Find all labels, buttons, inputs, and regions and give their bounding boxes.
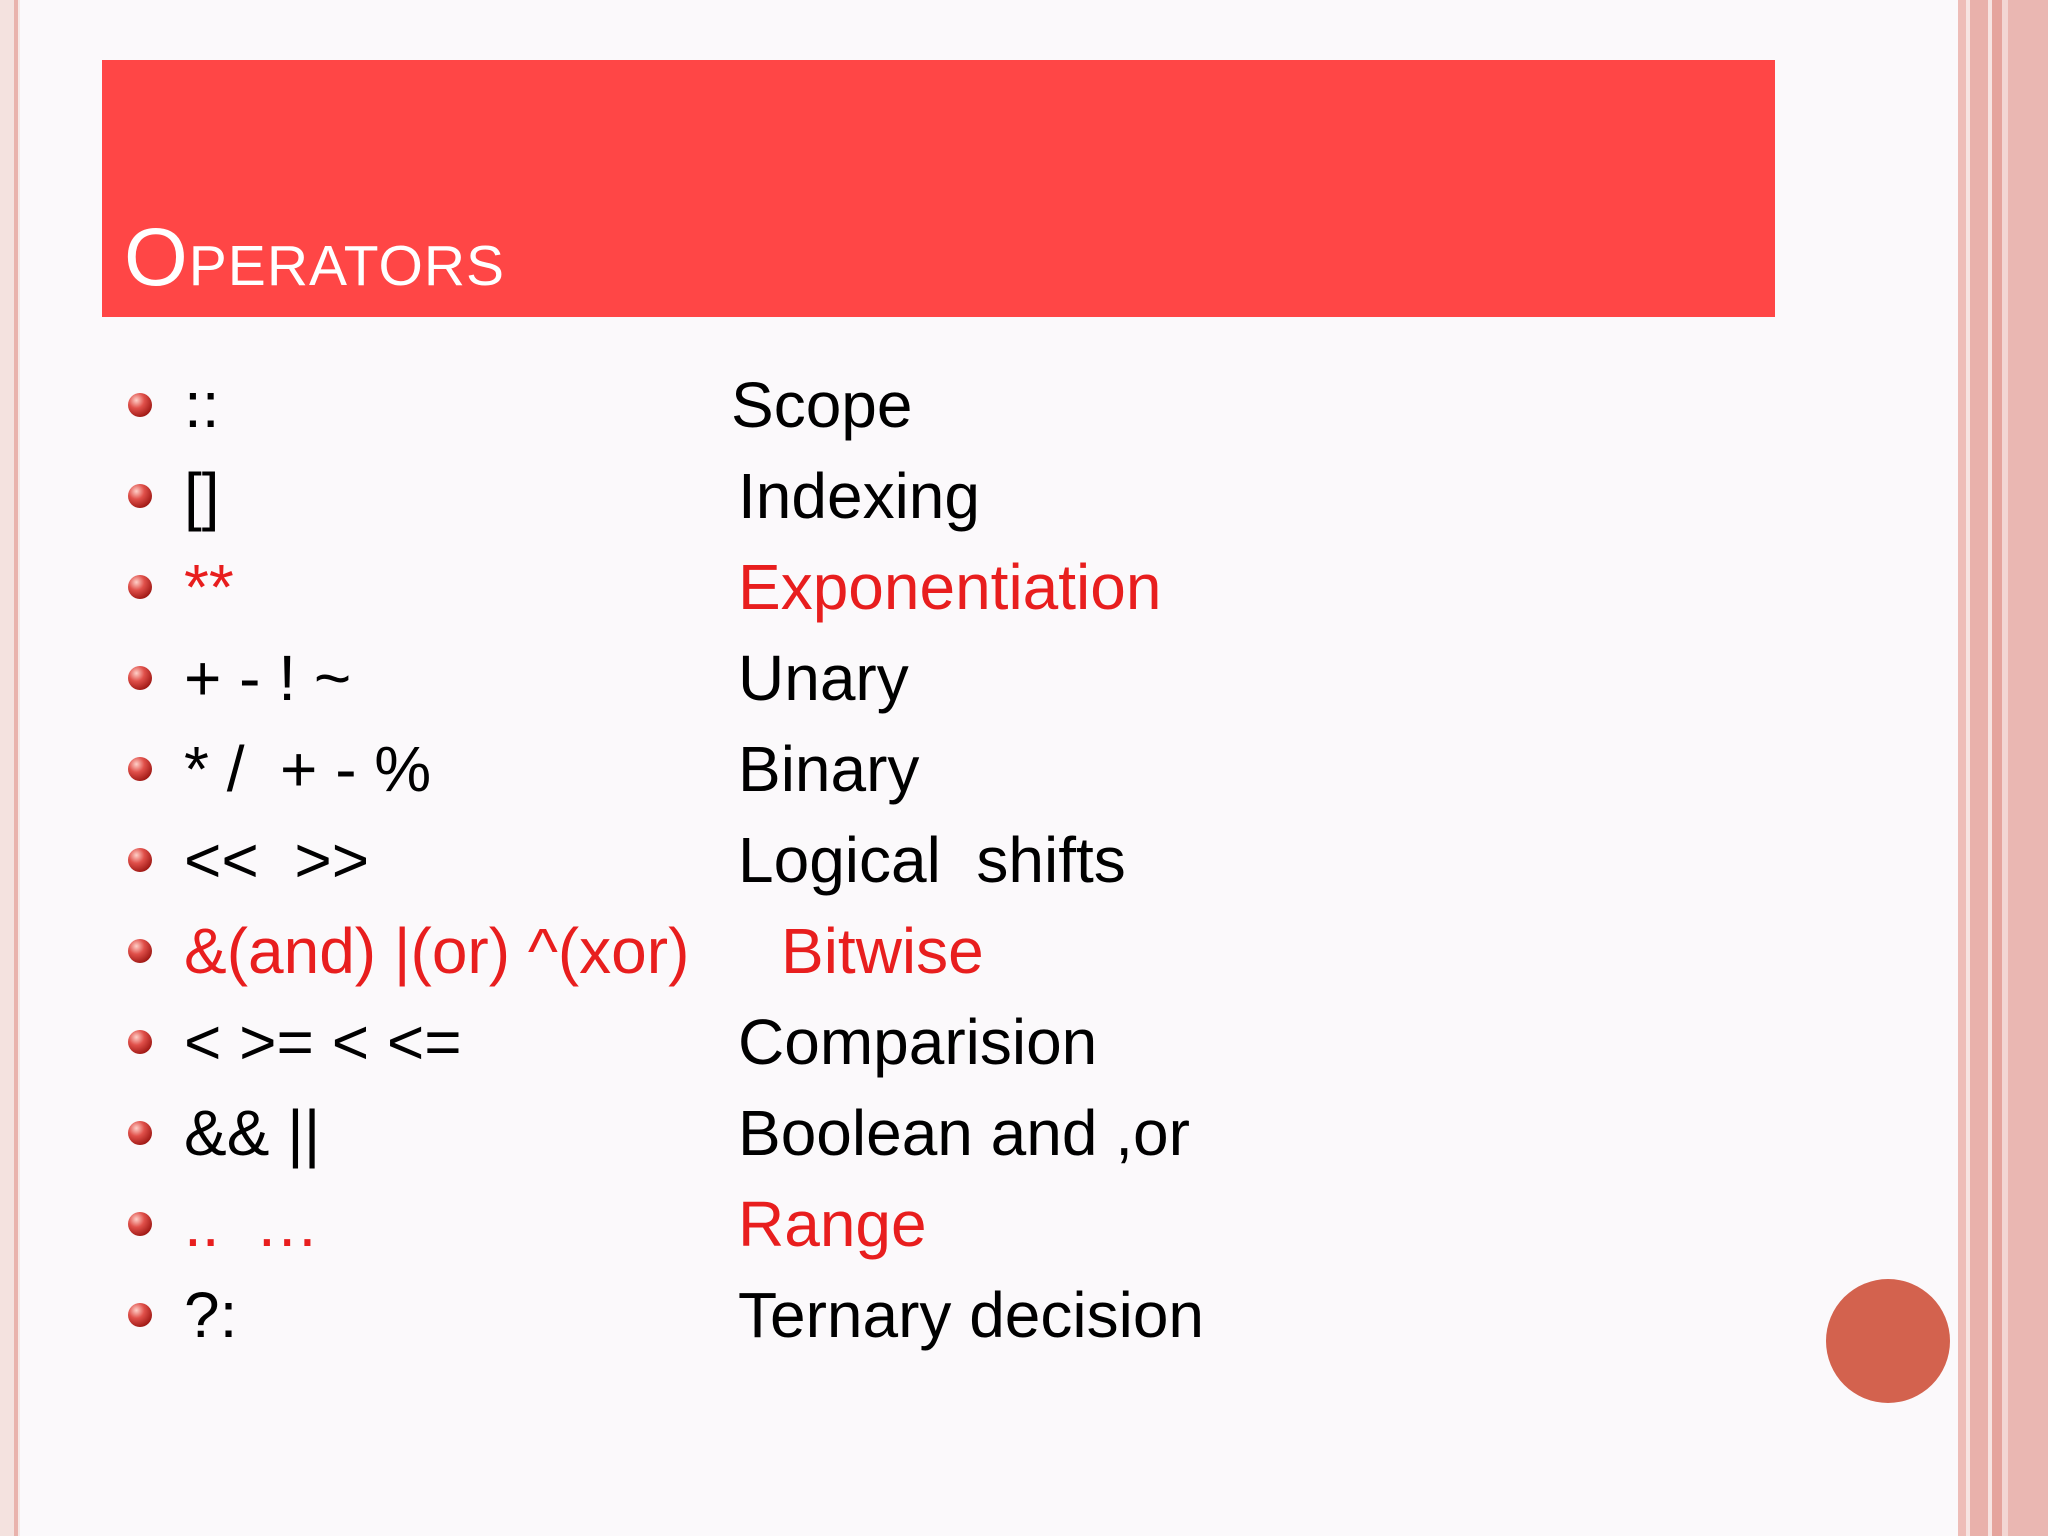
operator-row bbox=[0, 542, 1400, 632]
operator-description: Comparision bbox=[738, 1006, 1098, 1078]
operator-symbol: .. … bbox=[184, 1188, 320, 1260]
operator-symbol: &(and) |(or) ^(xor) bbox=[184, 915, 690, 987]
operator-description: Boolean and ,or bbox=[738, 1097, 1190, 1169]
bullet-icon bbox=[128, 1212, 152, 1236]
operator-symbol: << >> bbox=[184, 824, 370, 896]
decorative-circle bbox=[1826, 1279, 1950, 1403]
bullet-icon bbox=[128, 666, 152, 690]
operator-description: Ternary decision bbox=[738, 1279, 1204, 1351]
operator-row bbox=[0, 451, 1400, 541]
operator-row bbox=[0, 906, 1400, 996]
operator-symbol: + - ! ~ bbox=[184, 642, 352, 714]
operator-description: Scope bbox=[731, 369, 913, 441]
right-border-stripe bbox=[2008, 0, 2048, 1536]
operator-symbol: * / + - % bbox=[184, 733, 432, 805]
bullet-icon bbox=[128, 1121, 152, 1145]
operator-symbol: < >= < <= bbox=[184, 1006, 462, 1078]
bullet-icon bbox=[128, 575, 152, 599]
operator-description: Bitwise bbox=[781, 915, 984, 987]
bullet-icon bbox=[128, 1030, 152, 1054]
operator-description: Unary bbox=[738, 642, 909, 714]
right-border-stripe bbox=[1958, 0, 1966, 1536]
operator-description: Exponentiation bbox=[738, 551, 1162, 623]
operator-row bbox=[0, 1179, 1400, 1269]
operator-row bbox=[0, 360, 1400, 450]
operator-description: Range bbox=[738, 1188, 927, 1260]
operator-description: Binary bbox=[738, 733, 920, 805]
bullet-icon bbox=[128, 848, 152, 872]
operator-row bbox=[0, 724, 1400, 814]
slide-title: Operators bbox=[124, 212, 506, 303]
operator-symbol: && || bbox=[184, 1097, 321, 1169]
bullet-icon bbox=[128, 757, 152, 781]
operator-row bbox=[0, 1088, 1400, 1178]
operator-symbol: [] bbox=[184, 460, 220, 532]
operator-row bbox=[0, 997, 1400, 1087]
operator-row bbox=[0, 1270, 1400, 1360]
operator-description: Logical shifts bbox=[738, 824, 1126, 896]
operator-row bbox=[0, 815, 1400, 905]
bullet-icon bbox=[128, 1303, 152, 1327]
bullet-icon bbox=[128, 484, 152, 508]
right-border-stripe bbox=[1992, 0, 2002, 1536]
operator-row bbox=[0, 633, 1400, 723]
operator-symbol: ** bbox=[184, 551, 234, 623]
bullet-icon bbox=[128, 393, 152, 417]
operator-symbol: ?: bbox=[184, 1279, 238, 1351]
right-border-stripe bbox=[1970, 0, 1988, 1536]
operator-symbol: :: bbox=[184, 369, 220, 441]
bullet-icon bbox=[128, 939, 152, 963]
operator-description: Indexing bbox=[738, 460, 980, 532]
